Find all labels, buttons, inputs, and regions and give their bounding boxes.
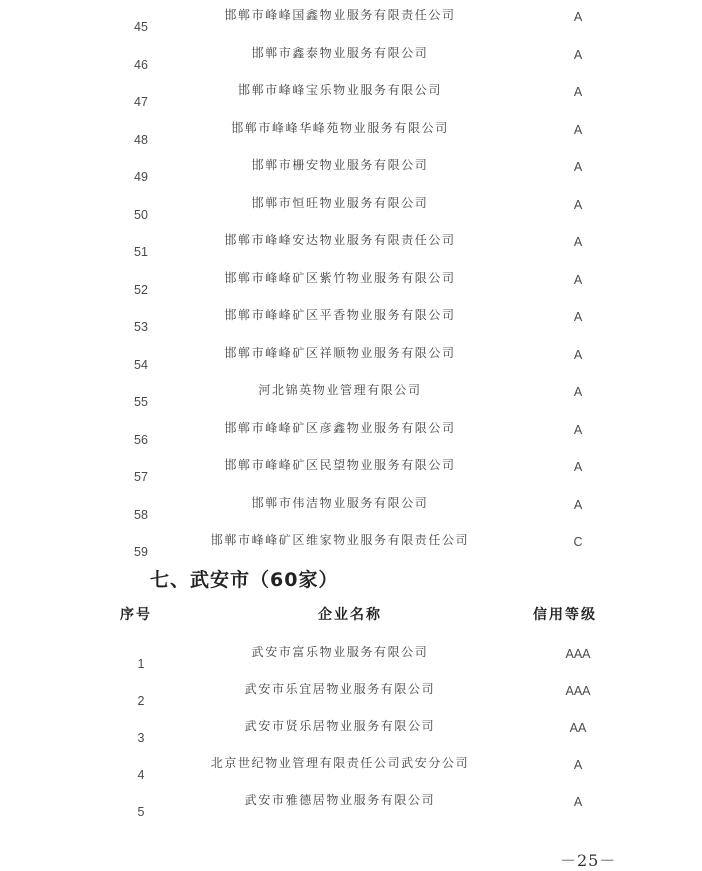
page-number: －25－ bbox=[560, 851, 617, 870]
company-name: 邯郸市伟洁物业服务有限公司 bbox=[251, 495, 429, 510]
company-name: 邯郸市峰峰矿区彦鑫物业服务有限公司 bbox=[224, 420, 456, 435]
credit-grade: A bbox=[573, 160, 583, 174]
row-number: 45 bbox=[134, 20, 148, 34]
row-number: 52 bbox=[134, 282, 148, 297]
credit-grade: A bbox=[573, 422, 583, 437]
company-name: 邯郸市峰峰矿区民望物业服务有限公司 bbox=[224, 458, 456, 472]
table-row bbox=[0, 419, 702, 456]
row-number: 56 bbox=[134, 432, 148, 447]
credit-grade: A bbox=[573, 10, 583, 24]
table-row bbox=[0, 194, 702, 231]
table-row bbox=[0, 119, 702, 156]
credit-grade: A bbox=[573, 347, 583, 362]
table-row bbox=[0, 6, 702, 43]
row-number: 5 bbox=[137, 805, 145, 819]
row-number: 50 bbox=[134, 207, 148, 222]
company-name: 河北锦英物业管理有限公司 bbox=[258, 383, 422, 397]
company-name: 武安市乐宜居物业服务有限公司 bbox=[244, 682, 436, 696]
company-name: 北京世纪物业管理有限责任公司武安分公司 bbox=[210, 756, 470, 770]
row-number: 53 bbox=[134, 320, 148, 334]
company-name: 武安市雅德居物业服务有限公司 bbox=[244, 793, 436, 807]
row-number: 54 bbox=[134, 357, 148, 372]
credit-grade: A bbox=[573, 85, 583, 99]
credit-grade: A bbox=[573, 122, 583, 137]
company-name: 邯郸市恒旺物业服务有限公司 bbox=[251, 195, 429, 210]
header-number: 序号 bbox=[120, 607, 152, 623]
table-row bbox=[0, 156, 702, 193]
company-name: 邯郸市峰峰矿区祥顺物业服务有限公司 bbox=[224, 345, 456, 360]
table-row bbox=[0, 643, 702, 680]
credit-grade: A bbox=[573, 235, 583, 249]
table-row bbox=[0, 381, 702, 418]
credit-grade: C bbox=[573, 535, 583, 549]
row-number: 58 bbox=[134, 507, 148, 522]
table-row bbox=[0, 81, 702, 118]
credit-grade: A bbox=[573, 460, 583, 474]
table-row bbox=[0, 717, 702, 754]
header-company-name: 企业名称 bbox=[318, 607, 382, 623]
row-number: 49 bbox=[134, 170, 148, 184]
section-title: 七、武安市（60家） bbox=[150, 569, 339, 591]
row-number: 59 bbox=[134, 545, 148, 559]
row-number: 1 bbox=[137, 657, 145, 671]
table-row bbox=[0, 306, 702, 343]
credit-grade: AA bbox=[569, 721, 587, 735]
company-name: 邯郸市峰峰安达物业服务有限责任公司 bbox=[224, 233, 456, 247]
company-name: 邯郸市峰峰国鑫物业服务有限责任公司 bbox=[224, 8, 456, 22]
row-number: 2 bbox=[137, 694, 145, 708]
table-row bbox=[0, 231, 702, 268]
row-number: 51 bbox=[134, 245, 148, 259]
row-number: 47 bbox=[134, 95, 148, 109]
table-row bbox=[0, 531, 702, 568]
company-name: 邯郸市峰峰华峰苑物业服务有限公司 bbox=[231, 120, 449, 135]
credit-grade: A bbox=[573, 758, 583, 772]
table-row bbox=[0, 791, 702, 828]
table-row bbox=[0, 44, 702, 81]
credit-grade: A bbox=[573, 310, 583, 324]
row-number: 46 bbox=[134, 57, 148, 72]
credit-grade: A bbox=[573, 272, 583, 287]
company-name: 邯郸市栅安物业服务有限公司 bbox=[251, 158, 429, 172]
row-number: 55 bbox=[134, 395, 148, 409]
table-row bbox=[0, 344, 702, 381]
credit-grade: AAA bbox=[565, 647, 591, 661]
company-name: 邯郸市峰峰矿区紫竹物业服务有限公司 bbox=[224, 270, 456, 285]
company-name: 邯郸市鑫泰物业服务有限公司 bbox=[251, 45, 429, 60]
company-name: 邯郸市峰峰宝乐物业服务有限公司 bbox=[237, 83, 442, 97]
table-row bbox=[0, 494, 702, 531]
credit-grade: AAA bbox=[565, 684, 591, 698]
credit-grade: A bbox=[573, 497, 583, 512]
table-row bbox=[0, 456, 702, 493]
credit-grade: A bbox=[573, 795, 583, 809]
credit-grade: A bbox=[573, 197, 583, 212]
company-name: 邯郸市峰峰矿区平香物业服务有限公司 bbox=[224, 308, 456, 322]
row-number: 3 bbox=[137, 731, 145, 745]
table-row bbox=[0, 680, 702, 717]
header-credit-grade: 信用等级 bbox=[533, 607, 597, 623]
row-number: 57 bbox=[134, 470, 148, 484]
credit-grade: A bbox=[573, 385, 583, 399]
table-row bbox=[0, 754, 702, 791]
row-number: 4 bbox=[137, 768, 145, 782]
table-row bbox=[0, 269, 702, 306]
row-number: 48 bbox=[134, 132, 148, 147]
company-name: 邯郸市峰峰矿区维家物业服务有限责任公司 bbox=[210, 533, 470, 547]
company-name: 武安市贤乐居物业服务有限公司 bbox=[244, 719, 436, 733]
company-name: 武安市富乐物业服务有限公司 bbox=[251, 645, 429, 659]
credit-grade: A bbox=[573, 47, 583, 62]
